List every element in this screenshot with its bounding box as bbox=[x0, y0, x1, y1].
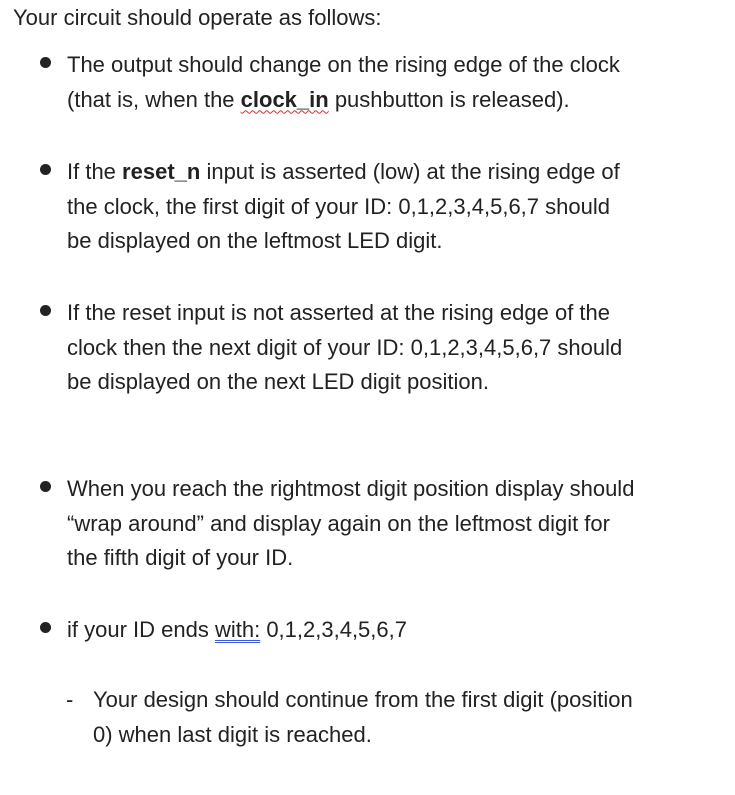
text-line: 0) when last digit is reached. bbox=[93, 721, 372, 747]
bullet-dot-icon bbox=[40, 481, 51, 492]
text-run: pushbutton is released). bbox=[328, 86, 570, 112]
bullet-text bbox=[67, 155, 727, 259]
clock-in-keyword: clock_in bbox=[240, 86, 329, 112]
bullet-text bbox=[67, 48, 727, 117]
text-line: the clock, the first digit of your ID: 0,1,2,3,4,5,6,7 should bbox=[67, 193, 610, 219]
text-line: The output should change on the rising edge of the clock bbox=[67, 52, 620, 77]
bullet-dot-icon bbox=[40, 57, 51, 68]
sub-item-text bbox=[93, 683, 733, 752]
intro-heading: Your circuit should operate as follows: bbox=[13, 5, 382, 30]
text-run: If the bbox=[67, 159, 123, 184]
dash-marker: - bbox=[66, 687, 74, 712]
text-line bbox=[67, 83, 727, 118]
bullet-dot-icon bbox=[40, 164, 51, 175]
text-line: If the reset input is not asserted at the rising edge of the bbox=[67, 300, 610, 325]
with-underlined-text: with: bbox=[214, 617, 261, 642]
bullet-text bbox=[67, 613, 727, 648]
text-line: “wrap around” and display again on the leftmost digit for bbox=[67, 510, 610, 536]
text-line: the fifth digit of your ID. bbox=[67, 545, 294, 570]
bullet-dot-icon bbox=[40, 622, 51, 633]
text-line: be displayed on the leftmost LED digit. bbox=[67, 228, 443, 253]
text-line: Your design should continue from the first digit (position bbox=[93, 687, 633, 712]
bullet-text bbox=[67, 472, 727, 576]
text-line bbox=[67, 613, 727, 648]
text-run: if your ID ends bbox=[67, 617, 215, 642]
text-run: (that is, when the bbox=[67, 86, 241, 112]
text-run: 0,1,2,3,4,5,6,7 bbox=[260, 617, 407, 642]
text-line bbox=[67, 155, 727, 190]
bullet-dot-icon bbox=[40, 305, 51, 316]
text-line: When you reach the rightmost digit position display should bbox=[67, 476, 635, 501]
reset-n-keyword: reset_n bbox=[122, 159, 201, 184]
text-run: input is asserted (low) at the rising edge of bbox=[200, 159, 620, 184]
text-line: clock then the next digit of your ID: 0,1,2,3,4,5,6,7 should bbox=[67, 334, 623, 360]
text-line: be displayed on the next LED digit position. bbox=[67, 369, 489, 394]
bullet-text bbox=[67, 296, 727, 400]
